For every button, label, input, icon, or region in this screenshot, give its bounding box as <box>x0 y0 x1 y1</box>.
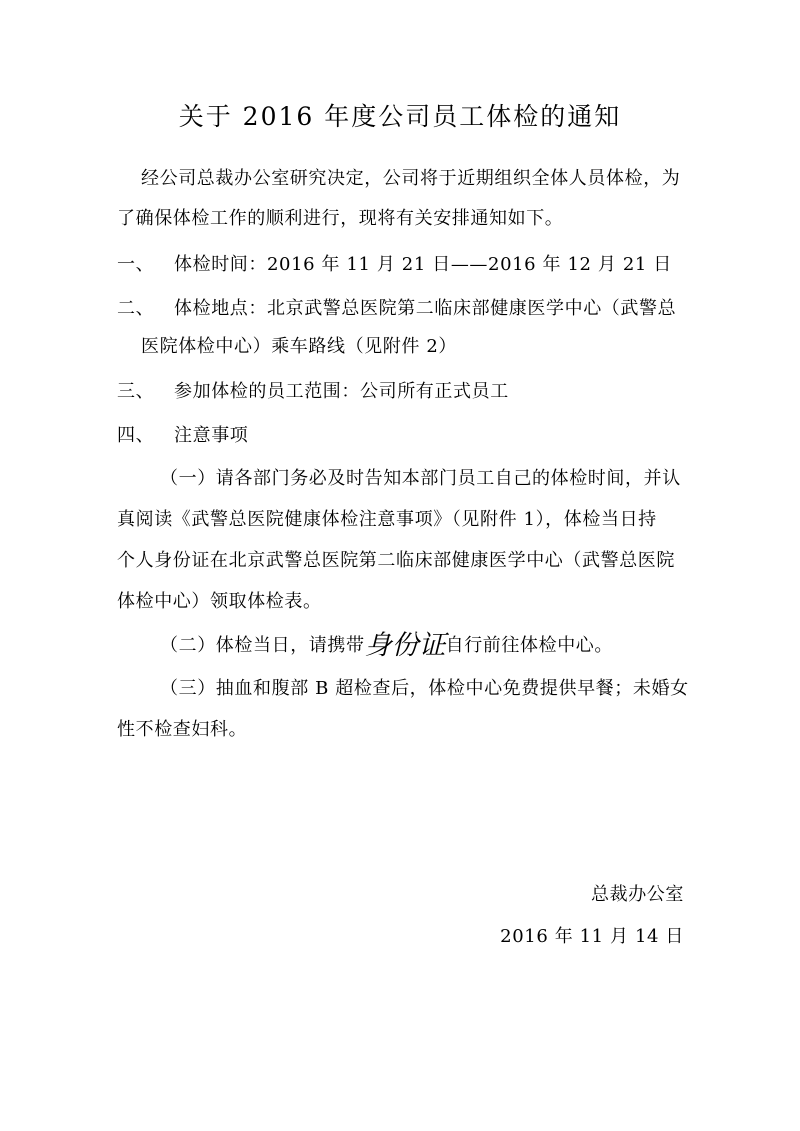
id-card-emphasis: 身份证 <box>364 630 446 661</box>
note-3-line-1: （三）抽血和腹部 B 超检查后，体检中心免费提供早餐；未婚女 <box>160 678 689 699</box>
item-3-text: 参加体检的员工范围：公司所有正式员工 <box>174 381 509 402</box>
item-3 <box>117 380 509 404</box>
item-1-text: 体检时间：2016 年 11 月 21 日——2016 年 12 月 21 日 <box>174 254 672 275</box>
intro-line-1: 经公司总裁办公室研究决定，公司将于近期组织全体人员体检，为 <box>141 168 681 189</box>
intro-line-2: 了确保体检工作的顺利进行，现将有关安排通知如下。 <box>117 208 564 229</box>
note-2-after: 自行前往体检中心。 <box>445 635 614 656</box>
signature-date: 2016 年 11 月 14 日 <box>500 926 684 947</box>
item-2-continuation: 医院体检中心）乘车路线（见附件 2） <box>141 336 457 357</box>
item-3-number: 三、 <box>117 381 155 402</box>
item-4-text: 注意事项 <box>174 425 249 446</box>
item-1 <box>117 253 672 277</box>
note-3-line-2: 性不检查妇科。 <box>117 719 248 740</box>
note-2-before: （二）体检当日，请携带 <box>160 635 365 656</box>
item-2 <box>117 297 676 321</box>
signature-office: 总裁办公室 <box>591 884 684 905</box>
item-4-number: 四、 <box>117 425 155 446</box>
item-4 <box>117 424 248 448</box>
item-2-text: 体检地点：北京武警总医院第二临床部健康医学中心（武警总 <box>174 298 677 319</box>
note-1-line-3: 个人身份证在北京武警总医院第二临床部健康医学中心（武警总医院 <box>117 550 675 571</box>
note-1-line-1: （一）请各部门务必及时告知本部门员工自己的体检时间，并认 <box>160 468 681 489</box>
document-title: 关于 2016 年度公司员工体检的通知 <box>178 102 622 131</box>
note-1-line-4: 体检中心）领取体检表。 <box>117 591 322 612</box>
note-2 <box>160 630 614 661</box>
note-1-line-2: 真阅读《武警总医院健康体检注意事项》（见附件 1），体检当日持 <box>117 509 657 530</box>
item-2-number: 二、 <box>117 298 155 319</box>
item-1-number: 一、 <box>117 254 155 275</box>
